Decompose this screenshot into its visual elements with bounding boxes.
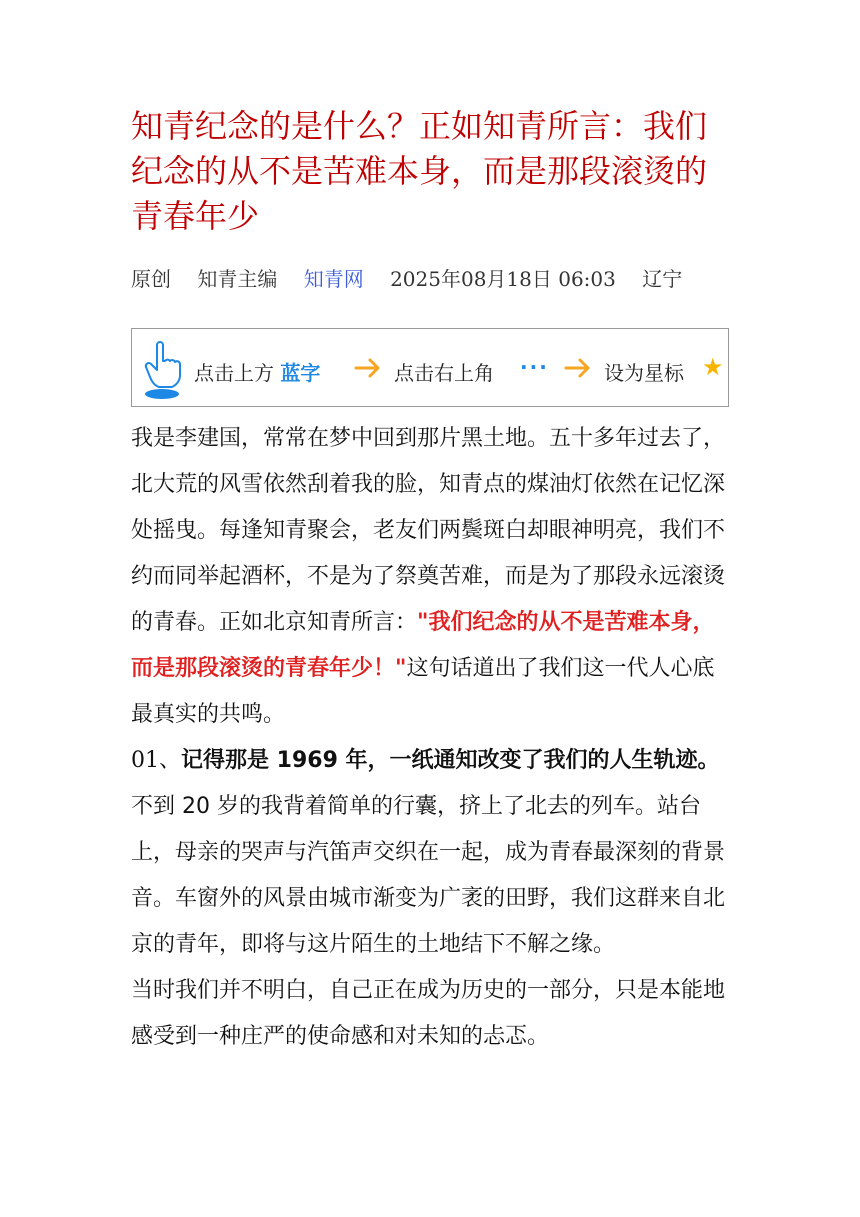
original-tag: 原创 bbox=[131, 267, 171, 291]
blue-text-link[interactable]: 蓝字 bbox=[280, 361, 321, 385]
article-body bbox=[131, 416, 731, 1060]
section-heading: 记得那是 1969 年，一纸通知改变了我们的人生轨迹。 bbox=[181, 748, 720, 773]
hand-pointer-icon bbox=[142, 339, 182, 401]
article-title: 知青纪念的是什么？正如知青所言：我们纪念的从不是苦难本身，而是那段滚烫的青春年少 bbox=[131, 107, 708, 235]
step1-prefix: 点击上方 bbox=[194, 361, 274, 385]
paragraph-2-text: 不到 20 岁的我背着简单的行囊，挤上了北去的列车。站台上，母亲的哭声与汽笛声交织在一起，成为青春最深刻的背景音。车窗外的风景由城市渐变为广袤的田野，我们这群来自北京的青年，即将与这片陌生的土地结下不解之缘。 bbox=[131, 794, 726, 957]
step2-text: 点击右上角 bbox=[394, 361, 494, 385]
paragraph-1-tail: 这句话道出了我们这一代人心底最真实的共鸣。 bbox=[131, 656, 715, 727]
arrow-right-icon bbox=[354, 357, 382, 379]
publish-region: 辽宁 bbox=[642, 267, 683, 291]
paragraph-1 bbox=[131, 416, 731, 738]
step3-text: 设为星标 bbox=[604, 361, 684, 385]
source-link[interactable]: 知青网 bbox=[303, 267, 364, 291]
follow-banner[interactable] bbox=[131, 328, 729, 407]
author-name: 知青主编 bbox=[197, 267, 278, 291]
publish-datetime: 2025年08月18日 06:03 bbox=[390, 267, 616, 291]
section-number: 01、 bbox=[131, 748, 181, 773]
paragraph-2 bbox=[131, 738, 731, 968]
step1-text bbox=[194, 357, 320, 386]
highlight-quote: "我们纪念的从不是苦难本身，而是那段滚烫的青春年少！" bbox=[131, 610, 715, 681]
more-dots-icon: ··· bbox=[520, 355, 549, 379]
paragraph-1-text: 我是李建国，常常在梦中回到那片黑土地。五十多年过去了，北大荒的风雪依然刮着我的脸，知青点的煤油灯依然在记忆深处摇曳。每逢知青聚会，老友们两鬓斑白却眼神明亮，我们不约而同举起酒杯，不是为了祭奠苦难，而是为了那段永远滚烫的青春。正如北京知青所言： bbox=[131, 426, 726, 635]
article-meta bbox=[131, 263, 731, 292]
paragraph-3: 当时我们并不明白，自己正在成为历史的一部分，只是本能地感受到一种庄严的使命感和对未知的忐忑。 bbox=[131, 978, 726, 1049]
star-icon: ★ bbox=[702, 353, 724, 381]
arrow-right-icon bbox=[564, 357, 592, 379]
